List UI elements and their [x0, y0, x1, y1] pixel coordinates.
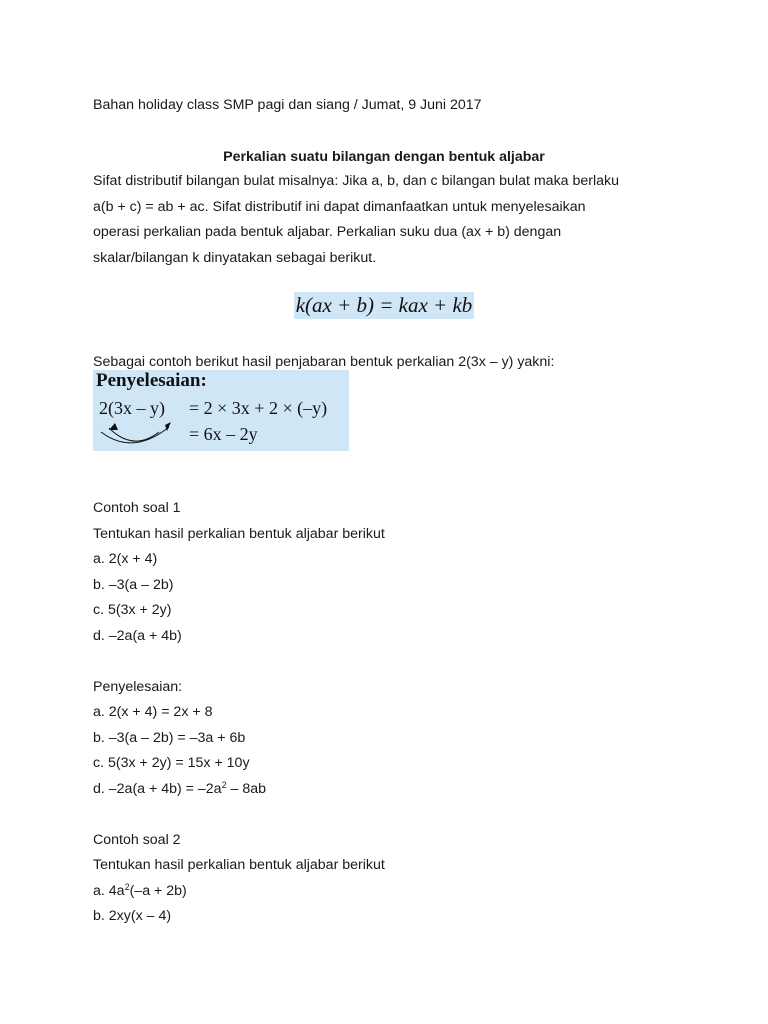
solution-step-2: = 6x – 2y: [189, 424, 258, 444]
example1-answer-c: c. 5(3x + 2y) = 15x + 10y: [93, 755, 250, 771]
example1-prompt: Tentukan hasil perkalian bentuk aljabar berikut: [93, 526, 385, 542]
example2-prompt: Tentukan hasil perkalian bentuk aljabar berikut: [93, 857, 385, 873]
example1-item-d: d. –2a(a + 4b): [93, 628, 182, 644]
distributive-formula: k(ax + b) = kax + kb: [295, 293, 473, 317]
example2-title: Contoh soal 2: [93, 832, 181, 848]
item-a-prefix: a. 4a: [93, 883, 125, 899]
intro-line-2: a(b + c) = ab + ac. Sifat distributif ini dapat dimanfaatkan untuk menyelesaikan: [93, 198, 586, 215]
distribution-arrows-icon: [93, 370, 349, 451]
answer-d-suffix: – 8ab: [226, 781, 267, 797]
item-a-suffix: (–a + 2b): [129, 883, 187, 899]
item-a-exponent: 2: [124, 882, 130, 892]
answer-d-prefix: d. –2a(a + 4b) = –2a: [93, 781, 222, 797]
intro-paragraph: [93, 169, 674, 271]
solution-box: [93, 370, 349, 451]
example1-item-c: c. 5(3x + 2y): [93, 602, 172, 618]
example2-item-b: b. 2xy(x – 4): [93, 908, 172, 924]
example1-answer-d: [93, 780, 266, 798]
example-intro: Sebagai contoh berikut hasil penjabaran bentuk perkalian 2(3x – y) yakni:: [93, 354, 555, 370]
answer-d-exponent: 2: [221, 780, 227, 790]
example1-item-a: a. 2(x + 4): [93, 551, 158, 567]
section-title: Perkalian suatu bilangan dengan bentuk aljabar: [223, 149, 545, 165]
example1-answer-b: b. –3(a – 2b) = –3a + 6b: [93, 730, 246, 746]
example2-item-a: [93, 882, 187, 900]
example1-solution-label: Penyelesaian:: [93, 679, 183, 695]
example1-item-b: b. –3(a – 2b): [93, 577, 174, 593]
intro-line-1: Sifat distributif bilangan bulat misalnya: Jika a, b, dan c bilangan bulat maka berlaku: [93, 173, 620, 189]
example1-title: Contoh soal 1: [93, 500, 181, 516]
solution-step-1: = 2 × 3x + 2 × (–y): [189, 398, 328, 418]
solution-heading: Penyelesaian:: [96, 370, 207, 391]
header-line: Bahan holiday class SMP pagi dan siang / Jumat, 9 Juni 2017: [93, 97, 482, 113]
intro-line-4: skalar/bilangan k dinyatakan sebagai berikut.: [93, 249, 377, 266]
solution-lhs: 2(3x – y): [99, 398, 165, 418]
intro-line-3: operasi perkalian pada bentuk aljabar. Perkalian suku dua (ax + b) dengan: [93, 224, 562, 240]
example1-answer-a: a. 2(x + 4) = 2x + 8: [93, 704, 213, 720]
